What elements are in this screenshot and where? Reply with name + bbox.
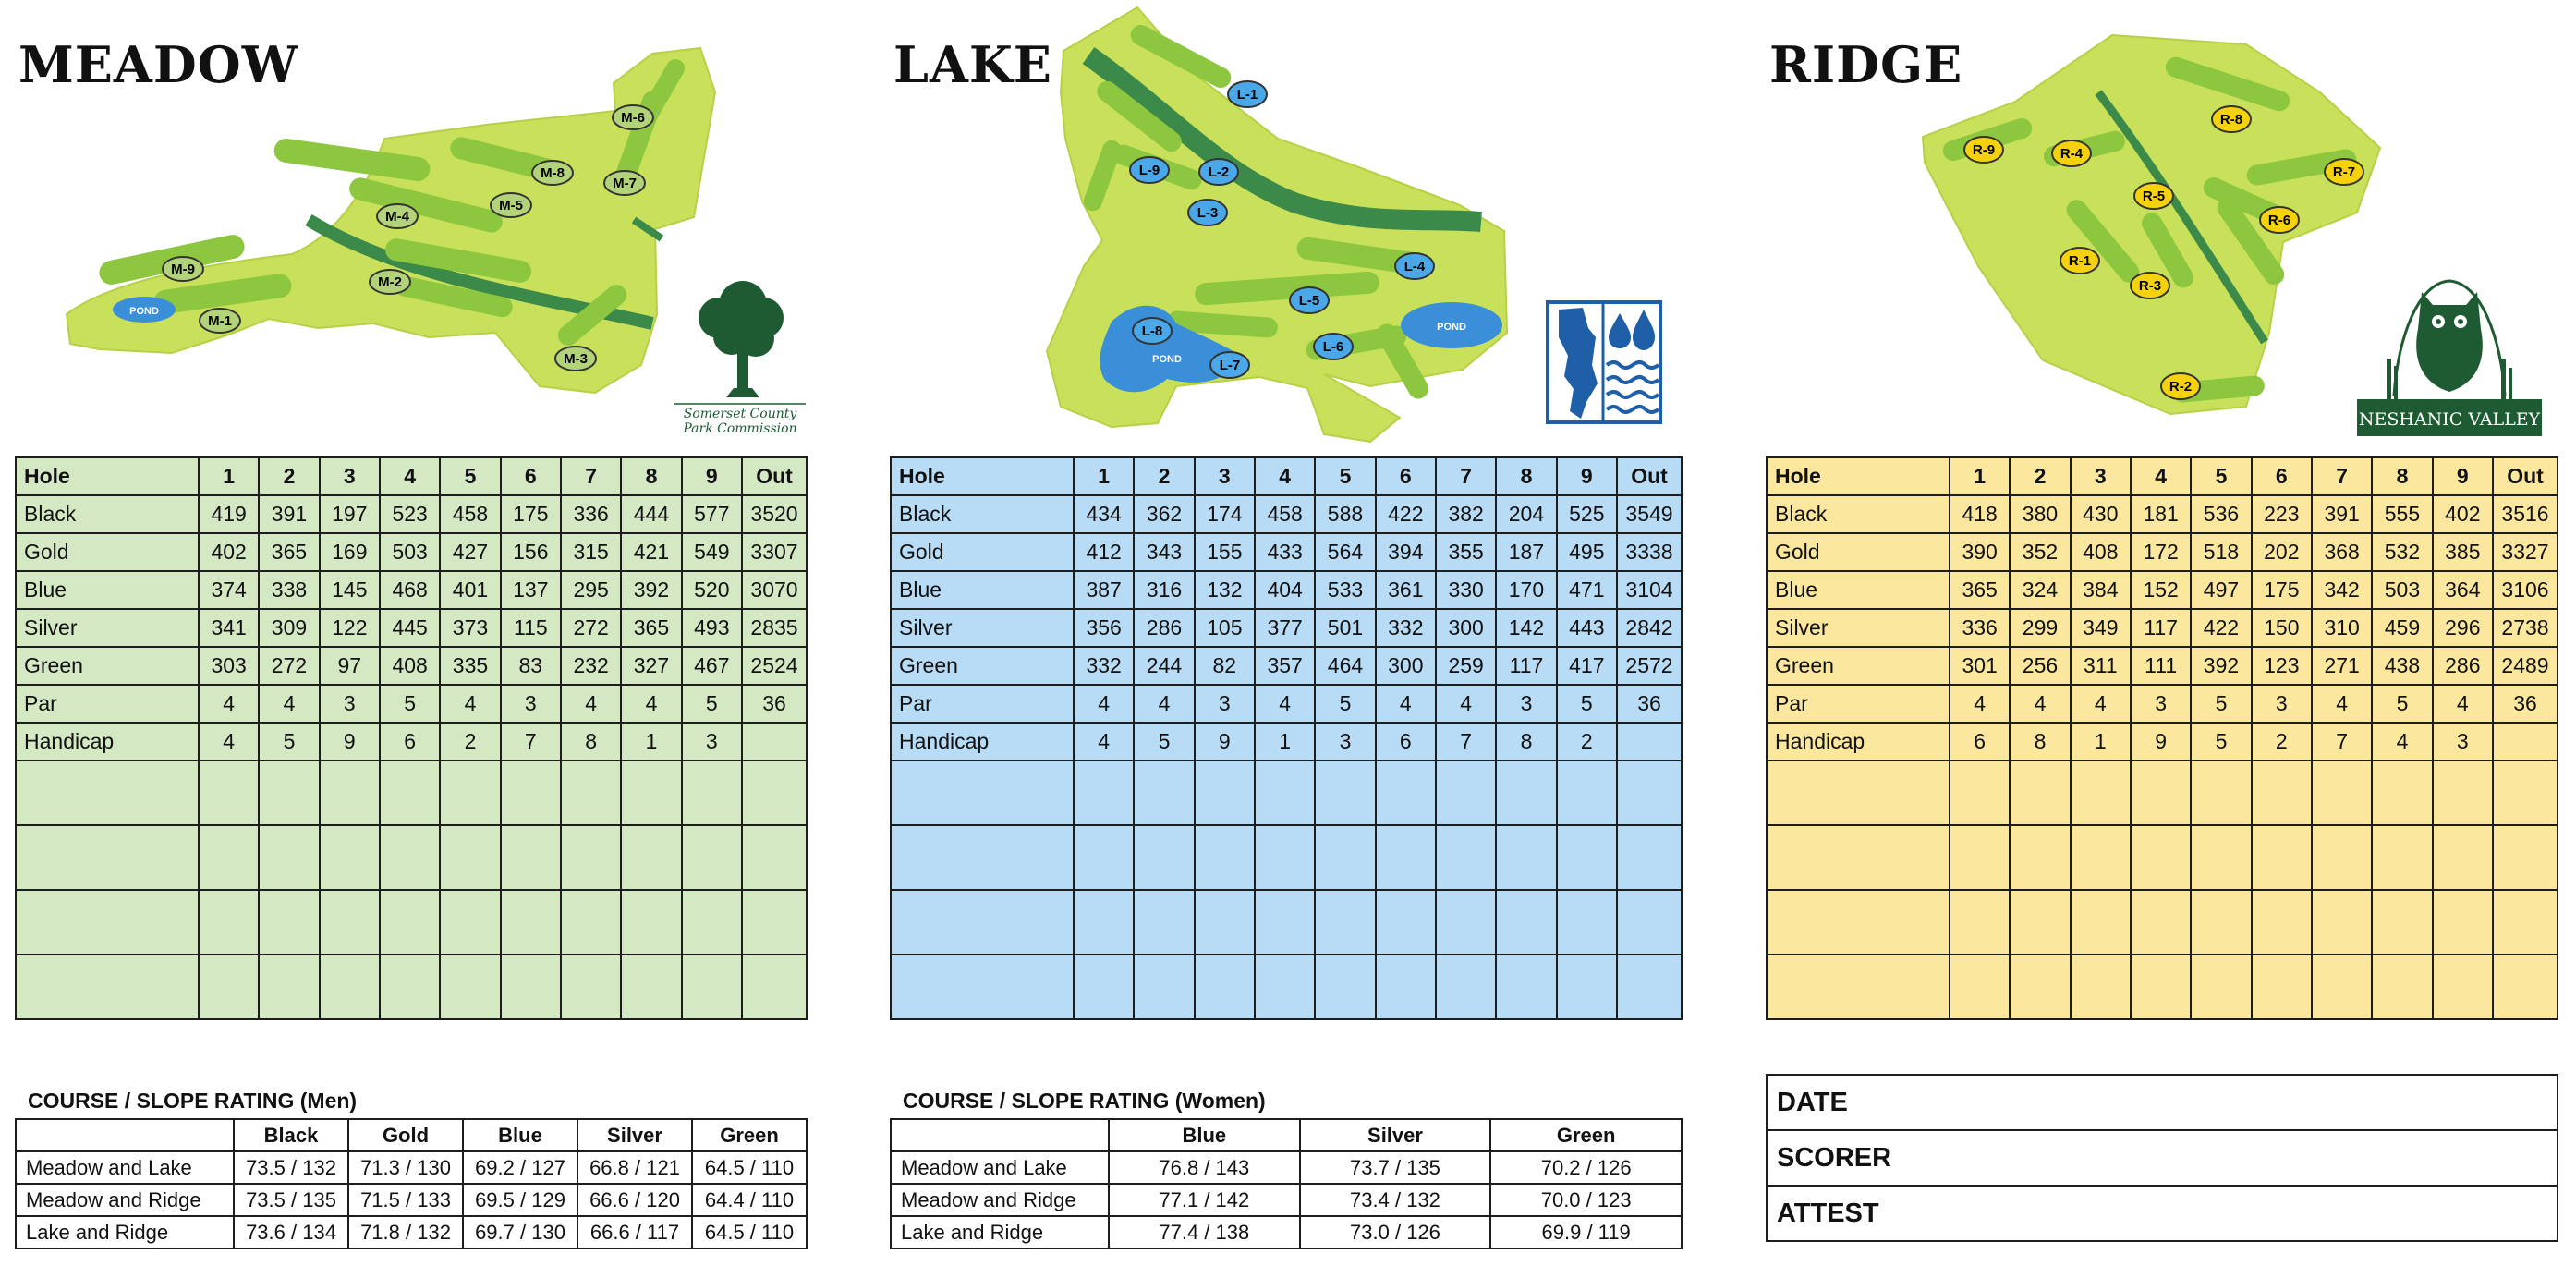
- logo-text: NESHANIC VALLEY: [2358, 409, 2541, 430]
- new-jersey-map-icon: [1559, 308, 1598, 419]
- hole-marker-l8[interactable]: [1133, 318, 1172, 344]
- svg-text:R-7: R-7: [2332, 164, 2356, 180]
- svg-text:R-3: R-3: [2138, 278, 2162, 294]
- svg-text:POND: POND: [1437, 322, 1466, 333]
- somerset-county-logo: [671, 270, 809, 438]
- table-row: Gold 390 352 408 172 518 202 368 532 385 3327: [1767, 533, 2558, 571]
- rating-table-women: [890, 1118, 1683, 1249]
- svg-text:M-6: M-6: [621, 110, 645, 126]
- table-row: Handicap 4 5 9 6 2 7 8 1 3: [16, 723, 807, 761]
- date-field[interactable]: DATE: [1767, 1075, 2558, 1130]
- table-row: Green 303 272 97 408 335 83 232 327 467 2524: [16, 647, 807, 685]
- attest-field[interactable]: ATTEST: [1767, 1186, 2558, 1241]
- hole-marker-l3[interactable]: [1188, 200, 1227, 225]
- hole-marker-m6[interactable]: [613, 105, 653, 129]
- score-entry-row[interactable]: [1767, 955, 2558, 1019]
- scorecard-header-row: Hole 1 2 3 4 5 6 7 8 9 Out: [891, 457, 1682, 495]
- svg-text:M-2: M-2: [378, 274, 402, 290]
- score-entry-row[interactable]: [16, 955, 807, 1019]
- scorecard-header-row: Hole 1 2 3 4 5 6 7 8 9 Out: [1767, 457, 2558, 495]
- table-row: Handicap 4 5 9 1 3 6 7 8 2: [891, 723, 1682, 761]
- course-title-meadow: MEADOW: [18, 35, 299, 94]
- score-entry-row[interactable]: [16, 825, 807, 890]
- svg-text:L-8: L-8: [1141, 323, 1163, 339]
- rating-table-men: [15, 1118, 808, 1249]
- svg-text:L-1: L-1: [1236, 87, 1258, 103]
- table-row: Handicap 6 8 1 9 5 2 7 4 3: [1767, 723, 2558, 761]
- table-row: Green 301 256 311 111 392 123 271 438 286 2489: [1767, 647, 2558, 685]
- hole-marker-m5[interactable]: [491, 193, 531, 217]
- hole-marker-l4[interactable]: [1395, 253, 1434, 279]
- svg-text:M-7: M-7: [613, 176, 637, 191]
- svg-text:M-3: M-3: [564, 351, 588, 367]
- hole-marker-m2[interactable]: [370, 270, 410, 294]
- svg-text:M-8: M-8: [541, 165, 565, 181]
- table-row: Lake and Ridge 77.4 / 138 73.0 / 126 69.9 / 119: [891, 1216, 1682, 1248]
- rating-header-row: Black Gold Blue Silver Green: [16, 1119, 807, 1151]
- hole-marker-r2[interactable]: [2161, 373, 2200, 399]
- table-row: Silver 341 309 122 445 373 115 272 365 493 2835: [16, 609, 807, 647]
- rating-header-row: Blue Silver Green: [891, 1119, 1682, 1151]
- svg-text:L-9: L-9: [1138, 163, 1160, 178]
- neshanic-valley-logo: [2357, 274, 2542, 438]
- logo-text-line1: Somerset County: [683, 407, 797, 421]
- table-row: Silver 336 299 349 117 422 150 310 459 296 2738: [1767, 609, 2558, 647]
- scorecard-lake: [890, 456, 1683, 1020]
- hole-marker-m7[interactable]: [604, 171, 645, 195]
- score-entry-row[interactable]: [1767, 761, 2558, 825]
- svg-text:M-4: M-4: [385, 209, 409, 225]
- hole-marker-m9[interactable]: [163, 257, 203, 281]
- meadow-section: [15, 0, 817, 1278]
- table-row: Par 4 4 3 5 4 3 4 4 5 36: [16, 685, 807, 723]
- svg-text:L-2: L-2: [1208, 164, 1230, 180]
- hole-marker-r6[interactable]: [2260, 207, 2299, 233]
- hole-marker-l5[interactable]: [1290, 287, 1329, 313]
- score-entry-row[interactable]: [891, 955, 1682, 1019]
- hole-marker-r4[interactable]: [2052, 140, 2091, 166]
- table-row: Blue 387 316 132 404 533 361 330 170 471 3104: [891, 571, 1682, 609]
- svg-text:M-1: M-1: [208, 313, 232, 329]
- svg-text:R-5: R-5: [2142, 189, 2166, 204]
- svg-text:R-6: R-6: [2267, 213, 2291, 228]
- svg-text:R-4: R-4: [2060, 146, 2084, 162]
- svg-text:POND: POND: [1152, 354, 1182, 365]
- svg-text:L-4: L-4: [1403, 259, 1426, 274]
- table-row: Gold 412 343 155 433 564 394 355 187 495 3338: [891, 533, 1682, 571]
- sign-off-box: [1766, 1074, 2558, 1242]
- table-row: Meadow and Lake 73.5 / 132 71.3 / 130 69.2 / 127 66.8 / 121 64.5 / 110: [16, 1151, 807, 1184]
- course-title-ridge: RIDGE: [1769, 35, 1963, 94]
- svg-text:M-9: M-9: [171, 262, 195, 277]
- hole-marker-r1[interactable]: [2060, 248, 2099, 274]
- hole-marker-r7[interactable]: [2325, 159, 2363, 185]
- table-row: Par 4 4 3 4 5 4 4 3 5 36: [891, 685, 1682, 723]
- svg-text:R-8: R-8: [2219, 112, 2243, 128]
- table-row: Black 434 362 174 458 588 422 382 204 525 3549: [891, 495, 1682, 533]
- scorecard-meadow: [15, 456, 808, 1020]
- svg-text:R-2: R-2: [2169, 379, 2193, 395]
- hole-marker-r8[interactable]: [2212, 106, 2251, 132]
- logo-text-line2: Park Commission: [683, 421, 797, 436]
- table-row: Meadow and Lake 76.8 / 143 73.7 / 135 70.2 / 126: [891, 1151, 1682, 1184]
- score-entry-row[interactable]: [891, 890, 1682, 955]
- svg-text:M-5: M-5: [499, 198, 523, 213]
- table-row: Green 332 244 82 357 464 300 259 117 417 2572: [891, 647, 1682, 685]
- svg-text:L-5: L-5: [1298, 293, 1320, 309]
- hole-marker-l6[interactable]: [1314, 334, 1353, 359]
- water-drop-icon: [1609, 313, 1631, 348]
- ridge-section: [1766, 0, 2568, 1278]
- hole-marker-m3[interactable]: [555, 347, 596, 371]
- course-title-lake: LAKE: [893, 35, 1052, 94]
- hole-marker-m4[interactable]: [377, 204, 418, 228]
- rating-title-men: COURSE / SLOPE RATING (Men): [28, 1089, 358, 1113]
- svg-text:R-1: R-1: [2068, 253, 2092, 269]
- hole-marker-l2[interactable]: [1199, 159, 1238, 185]
- table-row: Silver 356 286 105 377 501 332 300 142 443 2842: [891, 609, 1682, 647]
- hole-marker-l1[interactable]: [1228, 81, 1267, 107]
- svg-text:R-9: R-9: [1972, 142, 1996, 158]
- svg-text:L-3: L-3: [1197, 205, 1219, 221]
- hole-marker-l9[interactable]: [1130, 157, 1169, 183]
- table-row: Meadow and Ridge 77.1 / 142 73.4 / 132 70.0 / 123: [891, 1184, 1682, 1216]
- table-row: Blue 365 324 384 152 497 175 342 503 364 3106: [1767, 571, 2558, 609]
- header-cell: Hole: [16, 457, 199, 495]
- rating-title-women: COURSE / SLOPE RATING (Women): [903, 1089, 1266, 1113]
- table-row: Par 4 4 4 3 5 3 4 5 4 36: [1767, 685, 2558, 723]
- scorer-field[interactable]: SCORER: [1767, 1130, 2558, 1186]
- hole-marker-m1[interactable]: [200, 309, 240, 333]
- score-entry-row[interactable]: [891, 761, 1682, 825]
- lake-section: [890, 0, 1692, 1278]
- svg-text:L-6: L-6: [1322, 339, 1344, 355]
- hole-marker-r5[interactable]: [2134, 183, 2173, 209]
- hole-marker-r3[interactable]: [2131, 273, 2169, 298]
- svg-text:L-7: L-7: [1219, 358, 1241, 373]
- table-row: Black 418 380 430 181 536 223 391 555 402 3516: [1767, 495, 2558, 533]
- score-entry-row[interactable]: [1767, 825, 2558, 890]
- new-jersey-emblem-logo: [1546, 300, 1664, 439]
- score-entry-row[interactable]: [16, 890, 807, 955]
- owl-icon: [2416, 292, 2483, 392]
- hole-marker-l7[interactable]: [1210, 352, 1249, 378]
- waves-icon: [1607, 362, 1659, 412]
- table-row: Lake and Ridge 73.6 / 134 71.8 / 132 69.7 / 130 66.6 / 117 64.5 / 110: [16, 1216, 807, 1248]
- score-entry-row[interactable]: [16, 761, 807, 825]
- hole-marker-m8[interactable]: [532, 161, 573, 185]
- scorecard-ridge: [1766, 456, 2558, 1020]
- score-entry-row[interactable]: [1767, 890, 2558, 955]
- score-entry-row[interactable]: [891, 825, 1682, 890]
- table-row: Gold 402 365 169 503 427 156 315 421 549 3307: [16, 533, 807, 571]
- table-row: Meadow and Ridge 73.5 / 135 71.5 / 133 69.5 / 129 66.6 / 120 64.4 / 110: [16, 1184, 807, 1216]
- scorecard-header-row: Hole 1 2 3 4 5 6 7 8 9 Out: [16, 457, 807, 495]
- table-row: Blue 374 338 145 468 401 137 295 392 520 3070: [16, 571, 807, 609]
- pond-label: POND: [129, 306, 159, 317]
- table-row: Black 419 391 197 523 458 175 336 444 577 3520: [16, 495, 807, 533]
- hole-marker-r9[interactable]: [1964, 137, 2003, 163]
